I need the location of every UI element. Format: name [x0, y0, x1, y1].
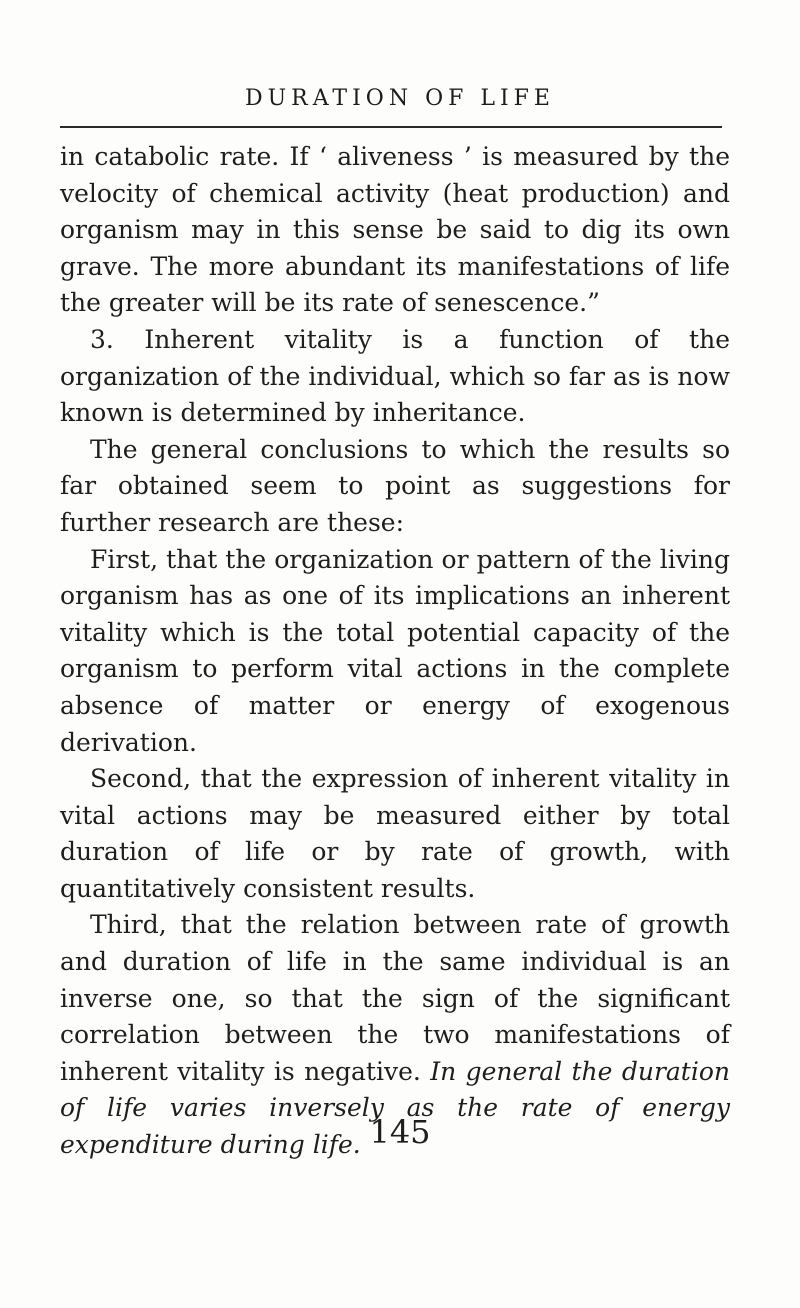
paragraph-third-italic: In general the duration of life varies inversely as the rate of energy expenditure during life. [60, 1056, 730, 1160]
header-rule [60, 126, 722, 128]
paragraph-continuation: in catabolic rate. If ‘ aliveness ’ is measured by the velocity of chemical activity (heat production) and organism may in this sense be said to dig its own grave. The more abundant its manifestations of life the greater will be its rate of senescence.” [60, 142, 730, 318]
page-number: 145 [369, 1113, 431, 1151]
running-head: DURATION OF LIFE [245, 86, 555, 111]
paragraph-second: Second, that the expression of inherent vitality in vital actions may be measured either by total duration of life or by rate of growth, with quantitatively consistent results. [60, 764, 730, 903]
paragraph-third-roman: Third, that the relation between rate of growth and duration of life in the same individual is an inverse one, so that the sign of the significant correlation between the two manifestations of inherent vitality is negative. [60, 910, 730, 1086]
paragraph-first: First, that the organization or pattern of the living organism has as one of its implications an inherent vitality which is the total potential capacity of the organism to perform vital actions in the complete absence of matter or energy of exogenous derivation. [60, 544, 730, 757]
paragraph-conclusions: The general conclusions to which the results so far obtained seem to point as suggestions for further research are these: [60, 434, 730, 537]
body-text [60, 139, 730, 1164]
paragraph-point-3: 3. Inherent vitality is a function of the organization of the individual, which so far as is now known is determined by inheritance. [60, 324, 730, 428]
